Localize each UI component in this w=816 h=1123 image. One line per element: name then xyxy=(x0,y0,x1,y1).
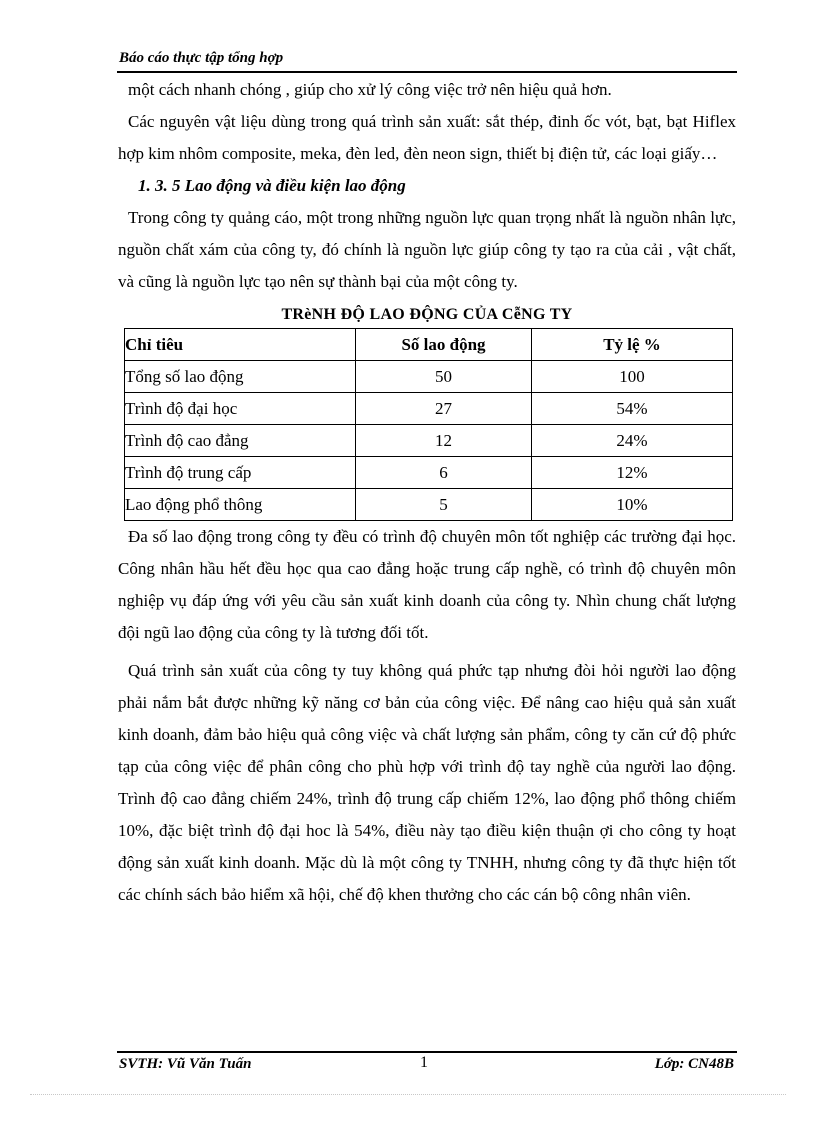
page-edge-divider xyxy=(30,1094,786,1095)
table-row xyxy=(125,393,733,425)
paragraph-intro: Trong công ty quảng cáo, một trong những nguồn lực quan trọng nhất là nguồn nhân lực, nguồn chất xám của công ty, đó chính là nguồn lực giúp công ty tạo ra của cải , vật chất, và cũng là nguồn lực tạo nên sự thành bại của một công ty. xyxy=(118,208,736,291)
cell-ratio: 12% xyxy=(532,457,733,489)
footer-class: Lớp: CN48B xyxy=(654,1056,734,1072)
cell-indicator: Trình độ trung cấp xyxy=(125,457,356,489)
page-body xyxy=(118,74,736,911)
table-caption: TRèNH ĐỘ LAO ĐỘNG CỦA CễNG TY xyxy=(281,306,573,323)
cell-indicator: Tổng số lao động xyxy=(125,361,356,393)
cell-count: 12 xyxy=(356,425,532,457)
cell-ratio: 10% xyxy=(532,489,733,521)
table-row xyxy=(125,489,733,521)
labor-table xyxy=(124,328,733,521)
cell-count: 27 xyxy=(356,393,532,425)
column-header-indicator: Chỉ tiêu xyxy=(125,329,356,361)
table-row xyxy=(125,361,733,393)
paragraph-production: Quá trình sản xuất của công ty tuy không quá phức tạp nhưng đòi hỏi người lao động phải nắm bắt được những kỹ năng cơ bản của công việc. Để nâng cao hiệu quả sản xuất kinh doanh, đảm bảo hiệu quả công việc và chất lượng sản phẩm, công ty căn cứ độ phức tạp của công việc để phân công cho phù hợp với trình độ tay nghề của người lao động. Trình độ cao đẳng chiếm 24%, trình độ trung cấp chiếm 12%, lao động phổ thông chiếm 10%, đặc biệt trình độ đại hoc là 54%, điều này tạo điều kiện thuận ợi cho công ty hoạt động sản xuất kinh doanh. Mặc dù là một công ty TNHH, nhưng công ty đã thực hiện tốt các chính sách bảo hiểm xã hội, chế độ khen thưởng cho các cán bộ công nhân viên. xyxy=(118,661,736,904)
cell-count: 50 xyxy=(356,361,532,393)
cell-indicator: Trình độ đại học xyxy=(125,393,356,425)
paragraph-continuation: một cách nhanh chóng , giúp cho xử lý công việc trở nên hiệu quả hơn. xyxy=(128,80,612,99)
footer-divider xyxy=(117,1051,737,1053)
cell-ratio: 24% xyxy=(532,425,733,457)
section-heading: 1. 3. 5 Lao động và điều kiện lao động xyxy=(138,176,406,195)
cell-ratio: 100 xyxy=(532,361,733,393)
paragraph-materials: Các nguyên vật liệu dùng trong quá trình sản xuất: sắt thép, đinh ốc vót, bạt, bạt Hiflex hợp kim nhôm composite, meka, đèn led, đèn neon sign, thiết bị điện tử, các loại giấy… xyxy=(118,112,736,163)
cell-indicator: Trình độ cao đẳng xyxy=(125,425,356,457)
table-row xyxy=(125,425,733,457)
cell-count: 5 xyxy=(356,489,532,521)
column-header-ratio: Tỷ lệ % xyxy=(532,329,733,361)
page-number: 1 xyxy=(420,1054,428,1071)
cell-indicator: Lao động phổ thông xyxy=(125,489,356,521)
cell-count: 6 xyxy=(356,457,532,489)
table-header-row xyxy=(125,329,733,361)
footer-student: SVTH: Vũ Văn Tuấn xyxy=(119,1056,252,1072)
column-header-count: Số lao động xyxy=(356,329,532,361)
table-row xyxy=(125,457,733,489)
paragraph-qualification: Đa số lao động trong công ty đều có trình độ chuyên môn tốt nghiệp các trường đại học. Công nhân hầu hết đều học qua cao đẳng hoặc trung cấp nghề, có trình độ chuyên môn nghiệp vụ đáp ứng với yêu cầu sản xuất kinh doanh của công ty. Nhìn chung chất lượng đội ngũ lao động của công ty là tương đối tốt. xyxy=(118,527,736,642)
cell-ratio: 54% xyxy=(532,393,733,425)
header-divider xyxy=(117,71,737,73)
header-title: Báo cáo thực tập tổng hợp xyxy=(119,50,284,66)
